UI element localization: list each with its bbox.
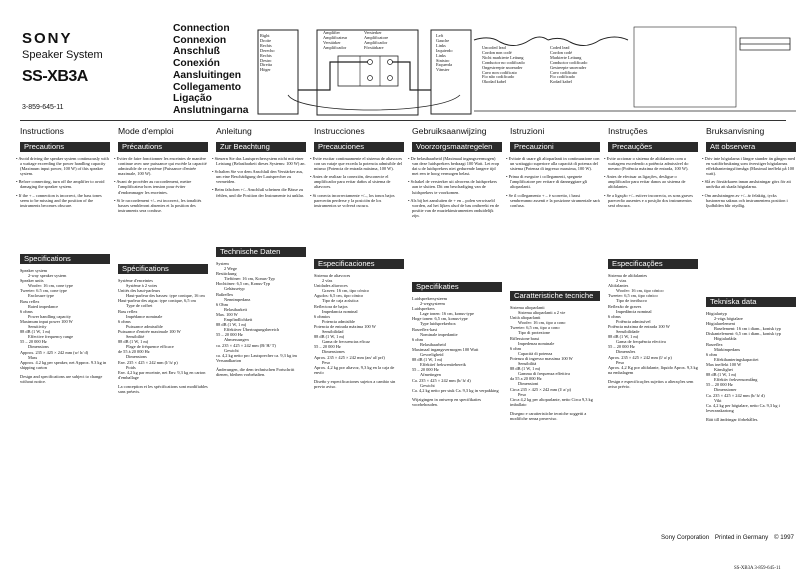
spec-line: Effective frequency range: [28, 334, 74, 340]
spec-line: Max. 100 W: [216, 311, 238, 317]
spec-line: Sistema altoparlanti: [510, 305, 545, 310]
spec-line: 88 dB (1 W, 1 m): [20, 329, 51, 335]
spec-line: Lage tonen: 16 cm, konus-type: [420, 311, 474, 317]
spec-line: Disegno e caratteristiche tecniche soggetti a modifiche senza preavviso.: [510, 410, 587, 421]
spec-line: Nennimpedanz: [224, 296, 251, 302]
label: Nicht markierte Leitung: [482, 54, 524, 60]
label: Okodad kabel: [482, 79, 506, 85]
label: Markierte Leitung: [550, 54, 582, 60]
spec-line: 2 Wege: [224, 266, 237, 272]
footer: [661, 534, 794, 541]
label: Cavo codificato: [550, 69, 578, 75]
spec-line: Poids: [126, 364, 136, 370]
spec-line: System: [216, 261, 229, 266]
spec-line: Ca. 235 × 425 × 242 mm (b/ h/ d): [706, 392, 765, 398]
left-labels: [436, 34, 452, 73]
label: Vänster: [436, 67, 450, 73]
spec-line: Potencia admisible: [322, 318, 355, 324]
spec-line: Peso: [322, 359, 331, 365]
spec-line: Rätt till ändringar förbehålles.: [706, 416, 759, 422]
spec-line: Tweeter: 6,5 cm, tipo cónico: [608, 293, 658, 299]
precautions-text: [16, 156, 110, 211]
spec-line: Tweeter: 6.5 cm, cone type: [20, 288, 67, 294]
precautions-bar: Att observera: [706, 142, 796, 152]
label: Droite: [260, 37, 271, 43]
spec-line: Märkimpedans: [714, 346, 741, 352]
spec-line: Woofer: 16 cm, tipo cónico: [616, 288, 664, 294]
spec-line: Vikt: [714, 397, 722, 403]
spec-line: 2-vägs högtalare: [714, 316, 743, 322]
column-heading: Bruksanvisning: [706, 126, 765, 136]
label: Right: [260, 33, 270, 38]
spec-line: Effektiv frekvensomfång: [714, 377, 758, 383]
spec-line: 55 – 20 000 Hz: [706, 382, 733, 388]
footer-copyright: © 1997: [773, 534, 794, 541]
spec-line: Reflectora de bajos: [314, 303, 348, 309]
precautions-text: [212, 156, 306, 201]
spec-line: Unités des haut-parleurs: [118, 288, 161, 294]
spec-line: Effekthanteringskapacitet: [714, 356, 759, 362]
precautions-bar: Voorzorgsmaatregelen: [412, 142, 502, 152]
label: Izquierdo: [436, 47, 453, 53]
spec-line: Riflessione bassi: [510, 335, 540, 341]
part-number: SS-XB3A 3-859-645-11: [734, 566, 781, 571]
precaution-item: • Slå av förstärkaren innan anslutningar görs för att undvika att skada högtalarna.: [702, 179, 791, 190]
label: Links: [436, 52, 446, 58]
precautions-text: [604, 156, 698, 211]
label: Uncoded lead: [482, 45, 506, 50]
spec-line: 88 dB (1 W, 1 m): [216, 322, 247, 328]
label: Versterker: [364, 30, 382, 35]
spec-line: Dimensões: [616, 349, 636, 355]
document-code: 3-859-645-11: [22, 104, 64, 111]
label: Cordon codé: [550, 49, 573, 55]
spec-line: Plage de fréquence efficace: [126, 344, 174, 350]
spec-line: Env. 235 × 425 × 242 mm (l/ h/ p): [118, 359, 178, 365]
spec-line: Effektief frekwentiebereik: [420, 362, 466, 368]
precautions-bar: Precauções: [608, 142, 698, 152]
spec-line: Aprox. 235 × 425 × 242 mm (l/ a/ p): [608, 354, 672, 360]
spec-line: de 55 à 20 000 Hz: [118, 349, 150, 355]
spec-line: Empfindlichkeit: [224, 317, 253, 323]
spec-line: Circa 4,2 kg per altoparlante, netto Circa 9,3 kg imballato: [510, 396, 593, 407]
specifications-bar: Especificaciones: [314, 259, 404, 269]
terminal: [368, 60, 373, 65]
spec-line: Potência máxima de entrada 100 W: [608, 323, 670, 329]
spec-line: Maximaal ingangsvermogen 100 Watt: [412, 346, 479, 352]
spec-line: 2-wegsysteem: [420, 301, 445, 307]
spec-line: Baßreflex: [216, 291, 234, 297]
terminal: [388, 60, 393, 65]
spec-line: Maximum input power 100 W: [20, 318, 73, 324]
precautions-bar: Precauciones: [314, 142, 404, 152]
precaution-item: • Si le raccordement +/– est incorrect, les tonalités basses sembleront absentes et la position des instruments sera confuse.: [114, 197, 202, 213]
spec-line: Aprox. 4,2 kg por altavoz, 9,3 kg en la caja de envío: [314, 364, 395, 375]
precaution-item: • Antes de efectuar as ligações, desligue o amplificador para evitar danos ao sistema de altifalantes.: [604, 174, 686, 190]
spec-line: Bestückung: [216, 271, 237, 277]
specifications-text: [608, 273, 698, 389]
spec-line: Agudos: 6,5 cm, tipo cónico: [314, 293, 364, 299]
terminal: [368, 76, 373, 81]
label: Gauche: [436, 37, 450, 43]
coded-lead-labels: [550, 46, 587, 85]
title-line: Collegamento: [173, 81, 242, 93]
spec-line: Approx. 4.2 kg per speaker, net Approx. 9.3 kg in shipping carton: [20, 359, 107, 370]
spec-line: Gama de frecuencias eficaz: [322, 339, 370, 345]
precaution-item: • Driv inte högtalarna i längre stunder än gången med en wattförbrukning som överstiger högtalarnas effekthanteringsförmåga (Maximal ineffekt på 100 watt).: [702, 156, 796, 177]
precautions-text: [114, 156, 208, 216]
sony-logo: SONY: [22, 30, 73, 47]
precaution-item: • Se il collegamento + – è scorretto, i bassi sembreranno assenti e la posizione strumentale sarà confusa.: [506, 192, 600, 208]
precaution-item: • Om anslutningen av +/– är felaktig, tycks bastonerna saknas och instrumentens position i ljudbilden blir otydlig.: [702, 192, 788, 208]
label: Links: [436, 42, 446, 48]
specifications-text: [20, 268, 110, 384]
spec-line: Enclosure type: [28, 293, 54, 299]
spec-line: Gehäusetyp: [224, 286, 245, 292]
spec-line: Sensibilidad: [322, 329, 344, 335]
spec-line: 88 dB (1 W, 1 m): [314, 334, 345, 340]
spec-line: Högtalarelement: [706, 321, 735, 327]
spec-line: Sensibilità: [518, 361, 537, 367]
spec-line: Dimensioner: [714, 387, 737, 393]
label: Amplifier: [323, 30, 340, 35]
spec-line: Design e especificações sujeitos a alterações sem aviso prévio.: [608, 378, 694, 389]
spec-line: Högtalartyp: [706, 311, 727, 316]
spec-line: Belastbarkeit: [224, 306, 247, 312]
title-line: Conexión: [173, 58, 220, 70]
spec-line: Unidades altavoces: [314, 283, 348, 289]
spec-line: Aprox. 4,2 Kg por altifalante, líquido Aprox. 9,3 kg na embalagem: [608, 364, 698, 375]
column-heading: Mode d'emploi: [118, 126, 174, 136]
specifications-text: [706, 311, 796, 422]
column-heading: Instrucciones: [314, 126, 365, 136]
spec-line: Type de coffret: [126, 303, 153, 309]
precaution-item: • Evite excitar continuamente el sistema de altavoces con un vataje que exceda la potencia admisible del mismo (Potencia de entrada máxima, 100 W).: [310, 156, 403, 172]
precaution-item: • Antes de realizar la conexión, desconecte el amplificador para evitar daños al sistema de altavoces.: [310, 174, 391, 190]
spec-line: 88 dB (1 W, 1 m): [706, 372, 737, 378]
spec-line: Effektiver Übertragungsbereich: [224, 327, 280, 333]
footer-printed: Printed in Germany: [714, 534, 769, 541]
amplifier-labels-2: [364, 31, 388, 51]
spec-line: Impedenza nominale: [518, 340, 555, 346]
column-heading: Instruções: [608, 126, 648, 136]
spec-line: Gevoeligheid: [420, 352, 444, 358]
spec-line: 6 ohmios: [314, 313, 331, 319]
spec-line: Haut-parleur des aigus: type conique, 6,5 cm: [118, 298, 196, 304]
specifications-text: [118, 278, 208, 394]
spec-line: Circa 235 × 425 × 242 mm (l/ a/ p): [510, 386, 571, 392]
model-number: SS-XB3A: [22, 68, 88, 85]
title-line: Anschluß: [173, 46, 220, 58]
specifications-text: [314, 273, 404, 389]
label: Rechts: [260, 52, 272, 58]
precaution-item: • Before connecting, turn off the amplifier to avoid damaging the speaker system.: [16, 179, 105, 190]
spec-line: ca. 235 × 425 × 242 mm (B/ H/ T): [216, 342, 276, 348]
spec-line: 55 – 20 000 Hz: [20, 339, 47, 345]
spec-line: Puissance d'entrée maximale 100 W: [118, 328, 181, 334]
spec-line: Gewicht: [224, 347, 239, 353]
spec-line: Potência admissível: [616, 318, 651, 324]
spec-line: Woofer: 16 cm, tipo a cono: [518, 320, 566, 326]
label: Conductor no codificado: [482, 59, 525, 65]
spec-line: Potencia de entrada máxima 100 W: [314, 323, 376, 329]
spec-line: Capacità di potenza: [518, 350, 553, 356]
spec-line: Ca. 235 × 425 × 242 mm (b/ h/ d): [412, 377, 471, 383]
precaution-item: • If the + – connection is incorrect, the bass tones seem to be missing and the position of the instruments becomes obscure.: [16, 192, 102, 208]
label: Destro: [260, 57, 272, 63]
spec-line: Bass reflex: [118, 308, 138, 314]
spec-line: 55 – 20 000 Hz: [412, 367, 439, 373]
label: Amplificador: [323, 44, 347, 50]
spec-line: 88 dB (1 W, 1 m): [608, 334, 639, 340]
right-labels: [260, 34, 275, 73]
spec-line: Sistema de altavoces: [314, 273, 351, 278]
spec-line: 55 – 20 000 Hz: [608, 344, 635, 350]
spec-line: Env. 4,2 kg par enceinte, net Env. 9,3 kg en carton d'emballage: [118, 369, 206, 380]
divider: [20, 120, 786, 121]
spec-line: Système à 2 voies: [126, 283, 158, 289]
spec-line: Altifalantes: [608, 283, 629, 289]
spec-line: 6 ohms: [118, 318, 131, 324]
cable-illustration: [740, 38, 790, 50]
precaution-item: • Schalten Sie vor dem Anschluß den Verstärker aus, um eine Beschädigung der Lautsprecher zu vermeiden.: [212, 169, 304, 185]
spec-line: Impedância nominal: [616, 308, 652, 314]
specifications-bar: Technische Daten: [216, 247, 306, 257]
spec-line: Belastbaarheid: [420, 341, 446, 347]
spec-line: Ca. 4,2 kg netto per stuk Ca. 9,3 kg in verpakking: [412, 387, 499, 393]
specifications-text: [510, 305, 600, 421]
label: Ongestreepte snoerader: [482, 64, 523, 70]
spec-line: Tipo de caja acústica: [322, 298, 359, 304]
precaution-item: • Prima di eseguire i collegamenti, spegnete l'amplificatore per evitare di danneggiare gli altoparlanti.: [506, 174, 588, 190]
spec-line: 6 ohms: [20, 308, 33, 314]
spec-line: Rated impedance: [28, 303, 59, 309]
spec-line: Approx. 235 × 425 × 242 mm (w/ h/ d): [20, 349, 89, 355]
spec-line: Ca. 4,2 kg per högtalare, netto Ca. 9,3 kg i leveranskartong: [706, 402, 780, 413]
label: Verstärker: [323, 39, 341, 45]
precautions-bar: Zur Beachtung: [216, 142, 306, 152]
label: Fio codificado: [550, 74, 575, 80]
spec-line: Sistema altoparlanti a 2 vie: [518, 310, 566, 316]
spec-line: 2 vias: [616, 278, 627, 284]
precautions-text: [506, 156, 600, 211]
label: Amplificatore: [364, 34, 389, 40]
label: Amplificador: [364, 39, 388, 45]
amplifier-labels: [323, 31, 347, 51]
spec-line: Bass reflex: [20, 298, 40, 304]
column-heading: Anleitung: [216, 126, 252, 136]
specifications-bar: Specifikaties: [412, 282, 502, 292]
coded-lead-box: [634, 27, 736, 107]
precaution-item: • Evite accionar o sistema de altifalantes com a wattagem excedendo a potência admissível do mesmo (Potência máxima de entrada, 100 W).: [604, 156, 689, 172]
precaution-item: • Se a ligação +/– estiver incorrecta, os sons graves parecerão ausentes e a posição dos instrumentos será obscura.: [604, 192, 693, 208]
spec-line: Max ineffekt 100 W: [706, 361, 742, 367]
spec-line: 88 dB (1 W, 1 m): [412, 357, 443, 363]
spec-line: La conception et les spécifications sont modifiables sans préavis.: [118, 383, 208, 394]
spec-line: Graves: 16 cm, tipo cónico: [322, 288, 369, 294]
spec-line: Gamma di frequenza effettiva: [518, 371, 570, 377]
precaution-item: • Evitate di usare gli altoparlanti in continuazione con un wattaggio superiore alla capacità di potenza del sistema (Potenza di ingresso massima, 100 W).: [506, 156, 600, 172]
label: Derecho: [260, 47, 275, 53]
label: Direita: [260, 62, 272, 68]
spec-line: Design and specifications are subject to change without notice.: [20, 373, 103, 384]
spec-line: Dimensions: [28, 344, 49, 350]
spec-line: 2-way speaker system: [28, 273, 67, 279]
label: Esquerda: [436, 62, 452, 68]
label: Left: [436, 33, 444, 38]
precaution-item: • Als bij het aansluiten de + en – polen verwisseld worden, zal het lijken alsof de bas ontbreekt en de positie van de muziekinstrumenten onduidelijk zijn.: [408, 197, 500, 218]
spec-line: 6 ohms: [608, 313, 621, 319]
spec-line: Hoge tonen: 6,5 cm, konus-type: [412, 316, 468, 322]
spec-line: Impédance nominale: [126, 313, 163, 319]
spec-line: Système d'enceintes: [118, 278, 153, 283]
spec-line: Basreflex: [706, 341, 723, 347]
spec-line: Aprox. 235 × 425 × 242 mm (an/ al/ prf): [314, 354, 385, 360]
spec-line: Abmessungen: [224, 337, 249, 343]
precaution-item: • Si conecta incorrectamente +/–, los tonos bajos parecerán perderse y la posición de los instrumentos se volverá oscura.: [310, 192, 395, 208]
precautions-text: [702, 156, 796, 211]
spec-line: Power handling capacity: [28, 313, 71, 319]
label: Rechts: [260, 42, 272, 48]
cable-loop: [288, 95, 460, 110]
spec-line: Dimensiones: [322, 349, 345, 355]
spec-line: 88 dB (1 W, 1 m): [510, 366, 541, 372]
title-line: Ligação: [173, 93, 212, 105]
specifications-bar: Spécifications: [118, 264, 208, 274]
spec-line: Dimensioni: [518, 381, 539, 387]
label: Conductor codificado: [550, 59, 588, 65]
title-line: Anslutningarna: [173, 104, 249, 116]
precautions-text: [310, 156, 404, 211]
spec-line: Sensitivity: [28, 324, 47, 330]
spec-line: Puissance admissible: [126, 323, 163, 329]
spec-line: Tipo di protezione: [518, 330, 550, 336]
spec-line: Reflexão de graves: [608, 303, 642, 309]
precautions-bar: Précautions: [118, 142, 208, 152]
spec-line: Basreflex-kast: [412, 326, 438, 332]
spec-line: Sistema de altifalantes: [608, 273, 648, 278]
spec-line: Peso: [518, 391, 527, 397]
title-line: Connection: [173, 23, 230, 34]
label: Förstärkare: [364, 44, 384, 50]
terminal: [388, 76, 393, 81]
spec-line: Haut-parleur des basses: type conique, 16 cm: [126, 293, 205, 299]
spec-line: Type luidsprekerbox: [420, 321, 456, 327]
spec-line: Änderungen, die dem technischen Fortschritt dienen, bleiben vorbehalten.: [216, 366, 295, 377]
label: Gestreepte snoerader: [550, 64, 587, 70]
label: Cavo non codificato: [482, 69, 517, 75]
spec-line: Peso: [616, 359, 625, 365]
spec-line: Hochtöner: 6,5 cm, Konus-Typ: [216, 281, 271, 287]
uncoded-lead-labels: [482, 46, 525, 85]
label: Höger: [260, 67, 271, 73]
connection-diagram: [0, 0, 808, 120]
precautions-bar: Precauzioni: [510, 142, 600, 152]
specifications-bar: Specifications: [20, 254, 110, 264]
spec-line: ca. 4,2 kg netto pro Lautsprecher ca. 9,3 kg im Versandkarton: [216, 352, 297, 363]
spec-line: Gewicht: [420, 382, 435, 388]
spec-line: 55 – 20 000 Hz: [314, 344, 341, 350]
spec-line: Afmetingen: [420, 372, 441, 378]
spec-line: Tipo de invólucro: [616, 298, 647, 304]
label: Fio não codificado: [482, 74, 515, 80]
spec-line: 6 ohm: [706, 351, 717, 357]
specifications-text: [216, 261, 306, 377]
spec-line: Baselement: 16 cm i diam., konisk typ: [714, 326, 781, 332]
spec-line: 88 dB (1 W, 1 m): [118, 339, 149, 345]
precaution-item: • Avoid driving the speaker system continuously with a wattage exceeding the power handling capacity (Maximum input power, 100 W) of this speaker system.: [16, 156, 109, 177]
spec-line: Unità altoparlanti: [510, 315, 541, 321]
spec-line: 6 Ohm: [216, 301, 228, 307]
specifications-bar: Tekniska data: [706, 297, 796, 307]
precautions-text: [408, 156, 502, 221]
precaution-item: • Steuern Sie das Lautsprechersystem nicht mit einer Leistung (Belastbarkeit dieses Systems: 100 W) an.: [212, 156, 306, 167]
spec-line: Mass: [28, 354, 38, 360]
column-heading: Istruzioni: [510, 126, 545, 136]
spec-line: Woofer: 16 cm, cone type: [28, 283, 73, 289]
label: Sinistro: [436, 57, 450, 63]
specifications-text: [412, 296, 502, 407]
spec-line: Impedancia nominal: [322, 308, 358, 314]
label: Kodad kabel: [550, 79, 572, 85]
label: Coded lead: [550, 45, 570, 50]
spec-line: Potenza di ingresso massima 100 W: [510, 355, 573, 361]
spec-line: da 55 a 20 000 Hz: [510, 376, 542, 382]
spec-line: 6 ohm: [510, 345, 521, 351]
spec-line: 2 vías: [322, 278, 333, 284]
label: Amplificateur: [323, 34, 348, 40]
spec-line: Luidsprekersysteem: [412, 296, 447, 301]
precaution-item: • Eviter de faire fonctionner les enceintes de manière continue avec une puissance qui excède la capacité admissible de ce système (Puissance d'entrée maximale, 100 W).: [114, 156, 207, 177]
spec-line: Gama de frequência efectiva: [616, 339, 666, 345]
spec-line: Diskantelement: 6,5 cm i diam., konisk typ: [706, 331, 781, 337]
precaution-item: • Schakel de versterker uit alvorens de luidsprekers aan te sluiten. Dit om beschadiging van de luidsprekers te voorkomen.: [408, 179, 497, 195]
title-line: Aansluitingen: [173, 69, 242, 81]
spec-line: Nominale impedantie: [420, 331, 458, 337]
precaution-item: • Beim falschen +/– Anschluß scheinen die Bässe zu fehlen, und die Position der Instrumente ist unklar.: [212, 187, 304, 198]
precaution-item: • Avant de procéder au raccordement, mettre l'amplificateur hors tension pour éviter d'endommager les enceintes.: [114, 179, 192, 195]
spec-line: 55 – 20 000 Hz: [216, 332, 243, 338]
spec-line: Tieftöner: 16 cm, Konus-Typ: [224, 276, 275, 282]
column-heading: Instructions: [20, 126, 64, 136]
specifications-bar: Caratteristiche tecniche: [510, 291, 600, 301]
specifications-bar: Especificações: [608, 259, 698, 269]
column-heading: Gebruiksaanwijzing: [412, 126, 487, 136]
product-subtitle: Speaker System: [22, 49, 103, 61]
spec-line: Sensibilidade: [616, 329, 640, 335]
label: Cordon non codé: [482, 49, 512, 55]
spec-line: 6 ohm: [412, 336, 423, 342]
spec-line: Dimensions: [126, 354, 147, 360]
spec-line: Speaker system: [20, 268, 48, 273]
precautions-bar: Precautions: [20, 142, 110, 152]
spec-line: Känslighet: [714, 367, 733, 373]
spec-line: Tweeter: 6,5 cm, tipo a cono: [510, 325, 560, 331]
spec-line: Diseño y especificaciones sujetos a cambio sin previo aviso.: [314, 378, 396, 389]
precaution-item: • De belastbaarheid (Maximaal ingangsvermogen) van deze luidsprekers bedraagt 100 Watt. Let erop dat u de luidsprekers niet gedurende langere tijd met een te hoog vermogen belast.: [408, 156, 500, 177]
footer-company: Sony Corporation: [661, 534, 710, 541]
spec-line: Speaker units: [20, 278, 44, 284]
spec-line: Högtalarlåda: [714, 336, 737, 342]
spec-line: Luidsprekers: [412, 306, 435, 312]
spec-line: Sensibilité: [126, 334, 145, 340]
spec-line: Wijzigingen in ontwerp en specifikaties voorbehouden.: [412, 396, 482, 407]
title-line: Connexion: [173, 34, 227, 46]
